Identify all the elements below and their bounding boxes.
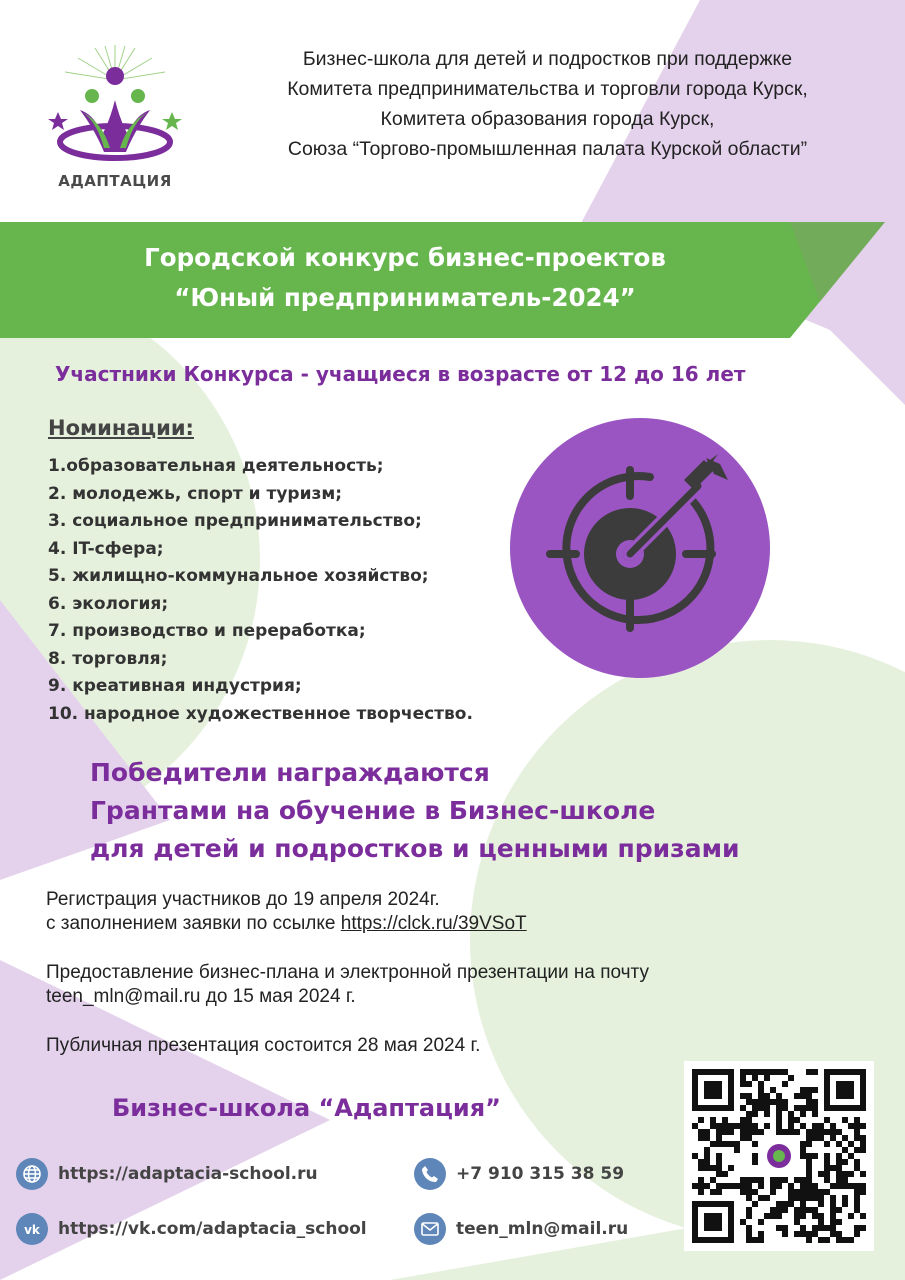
registration-link-prefix: с заполнением заявки по ссылке [46,913,341,934]
list-item: 5. жилищно-коммунальное хозяйство; [48,566,429,586]
website-link[interactable]: https://adaptacia-school.ru [58,1164,318,1184]
header-line: Комитета образования города Курск, [380,108,715,130]
participants-text: Участники Конкурса - учащиеся в возрасте от 12 до 16 лет [55,362,746,386]
header-line: Бизнес-школа для детей и подростков при поддержке [302,48,793,70]
business-plan-info [46,961,649,1009]
list-item: 1.образовательная деятельность; [48,456,384,476]
website-contact[interactable] [16,1158,318,1190]
school-name: Бизнес-школа “Адаптация” [112,1094,501,1122]
public-presentation-info: Публичная презентация состоится 28 мая 2024 г. [46,1035,481,1056]
registration-info [46,888,649,936]
winners-line: для детей и подростков и ценными призами [90,834,740,863]
list-item: 2. молодежь, спорт и туризм; [48,483,343,504]
winners-line: Грантами на обучение в Бизнес-школе [90,796,656,825]
nominations-title: Номинации: [48,416,194,440]
globe-icon [16,1158,48,1190]
svg-text:vk: vk [24,1223,40,1236]
list-item: 9. креативная индустрия; [48,676,302,696]
vk-icon [16,1213,48,1245]
contest-title-line2: “Юный предприниматель-2024” [174,283,636,312]
phone-icon [414,1158,446,1190]
registration-deadline: Регистрация участников до 19 апреля 2024г. [46,889,440,910]
email-contact[interactable] [414,1213,628,1245]
logo-text: АДАПТАЦИЯ [58,172,172,190]
list-item: 10. народное художественное творчество. [48,703,473,724]
info-block [46,888,649,1083]
list-item: 3. социальное предпринимательство; [48,511,422,531]
phone-number[interactable]: +7 910 315 38 59 [456,1164,625,1184]
email-address[interactable]: teen_mln@mail.ru [456,1219,629,1239]
vk-contact[interactable] [16,1213,367,1245]
business-plan-line1: Предоставление бизнес-плана и электронной презентации на почту [46,962,649,983]
phone-contact[interactable] [414,1158,624,1190]
list-item: 8. торговля; [48,648,168,669]
target-icon [510,418,770,678]
qr-code[interactable] [684,1061,874,1251]
business-plan-line2: teen_mln@mail.ru до 15 мая 2024 г. [46,986,356,1007]
list-item: 6. экология; [48,593,169,614]
winners-text [90,754,740,868]
header-text [215,44,880,164]
winners-line: Победители награждаются [90,758,490,787]
registration-link-line [46,912,649,936]
nominations-list [48,453,473,728]
list-item: 7. производство и переработка; [48,621,366,641]
contest-title [0,238,810,318]
list-item: 4. IT-сфера; [48,538,164,559]
header-line: Комитета предпринимательства и торговли города Курск, [287,78,808,100]
vk-link[interactable]: https://vk.com/adaptacia_school [58,1219,367,1239]
header-line: Союза “Торгово-промышленная палата Курской области” [287,138,808,160]
mail-icon [414,1213,446,1245]
contest-title-line1: Городской конкурс бизнес-проектов [144,243,666,272]
registration-link[interactable]: https://clck.ru/39VSoT [340,913,527,934]
